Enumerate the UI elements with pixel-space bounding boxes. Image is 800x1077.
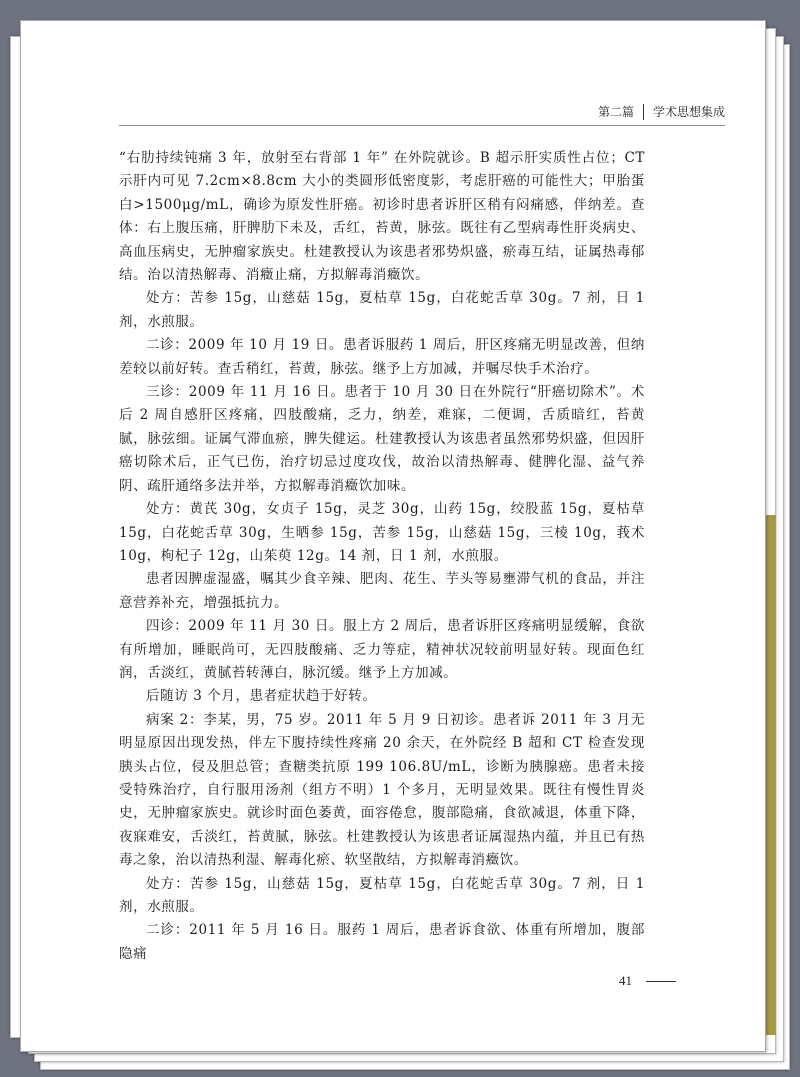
paragraph: 处方：黄芪 30g，女贞子 15g，灵芝 30g，山药 15g，绞股蓝 15g，夏枯草 15g，白花蛇舌草 30g，生晒参 15g，苦参 15g，山慈菇 15g，三棱 10g，莪术 10g，枸杞子 12g，山茱萸 12g。14 剂，日 1 剂，水煎服。 [119, 501, 645, 564]
paragraph: 患者因脾虚湿盛，嘱其少食辛辣、肥肉、花生、芋头等易壅滞气机的食品，并注意营养补充，增强抵抗力。 [119, 571, 645, 611]
paragraph: 二诊：2009 年 10 月 19 日。患者诉服药 1 周后，肝区疼痛无明显改善，但纳差较以前好转。查舌稍红，苔黄，脉弦。继予上方加减，并嘱尽快手术治疗。 [119, 337, 645, 377]
page-stack-accent-strip [766, 515, 776, 1035]
footer-dash [646, 981, 676, 982]
body-text [119, 147, 645, 966]
running-head-section: 学术思想集成 [652, 105, 725, 119]
running-head-separator [643, 104, 644, 120]
running-head-part: 第二篇 [597, 105, 634, 119]
header-rule [119, 125, 725, 126]
page-footer [619, 973, 676, 989]
running-head [598, 103, 725, 120]
paragraph: 三诊：2009 年 11 月 16 日。患者于 10 月 30 日在外院行“肝癌切除术”。术后 2 周自感肝区疼痛，四肢酸痛，乏力，纳差，难寐，二便调，舌质暗红，苔黄腻，脉弦细。证属气滞血瘀，脾失健运。杜建教授认为该患者虽然邪势炽盛，但因肝癌切除术后，正气已伤，治疗切忌过度攻伐，故治以清热解毒、健脾化湿、益气养阴、疏肝通络多法并举，方拟解毒消癥饮加味。 [119, 384, 645, 494]
paragraph: 四诊：2009 年 11 月 30 日。服上方 2 周后，患者诉肝区疼痛明显缓解，食欲有所增加，睡眠尚可，无四肢酸痛、乏力等症，精神状况较前明显好转。现面色红润，舌淡红，黄腻苔转薄白，脉沉缓。继予上方加减。 [119, 618, 645, 681]
paragraph: 病案 2：李某，男，75 岁。2011 年 5 月 9 日初诊。患者诉 2011 年 3 月无明显原因出现发热，伴左下腹持续性疼痛 20 余天，在外院经 B 超和 CT 检查发现胰头占位，侵及胆总管；查糖类抗原 199 106.8U/mL，诊断为胰腺癌。患者未接受特殊治疗，自行服用汤剂（组方不明）1 个多月，无明显效果。既往有慢性胃炎史，无肿瘤家族史。就诊时面色萎黄，面容倦怠，腹部隐痛，食欲减退，体重下降，夜寐难安，舌淡红，苔黄腻，脉弦。杜建教授认为该患者证属湿热内蕴，并且已有热毒之象，治以清热利湿、解毒化瘀、软坚散结，方拟解毒消癥饮。 [119, 711, 645, 869]
paragraph: 后随访 3 个月，患者症状趋于好转。 [146, 688, 377, 705]
paragraph: 二诊：2011 年 5 月 16 日。服药 1 周后，患者诉食欲、体重有所增加，腹部隐痛 [119, 922, 645, 962]
paragraph: 处方：苦参 15g，山慈菇 15g，夏枯草 15g，白花蛇舌草 30g。7 剂，日 1 剂，水煎服。 [119, 875, 645, 915]
book-page [20, 20, 766, 1052]
page-number: 41 [619, 973, 632, 988]
paragraph: “右肋持续钝痛 3 年，放射至右背部 1 年” 在外院就诊。B 超示肝实质性占位；CT 示肝内可见 7.2cm×8.8cm 大小的类圆形低密度影，考虑肝癌的可能性大；甲胎蛋白>1500μg/mL，确诊为原发性肝癌。初诊时患者诉肝区稍有闷痛感，伴纳差。查体：右上腹压痛，肝脾肋下未及，舌红，苔黄，脉弦。既往有乙型病毒性肝炎病史、高血压病史，无肿瘤家族史。杜建教授认为该患者邪势炽盛，瘀毒互结，证属热毒郁结。治以清热解毒、消癥止痛，方拟解毒消癥饮。 [119, 150, 645, 284]
paragraph: 处方：苦参 15g，山慈菇 15g，夏枯草 15g，白花蛇舌草 30g。7 剂，日 1 剂，水煎服。 [119, 290, 645, 330]
